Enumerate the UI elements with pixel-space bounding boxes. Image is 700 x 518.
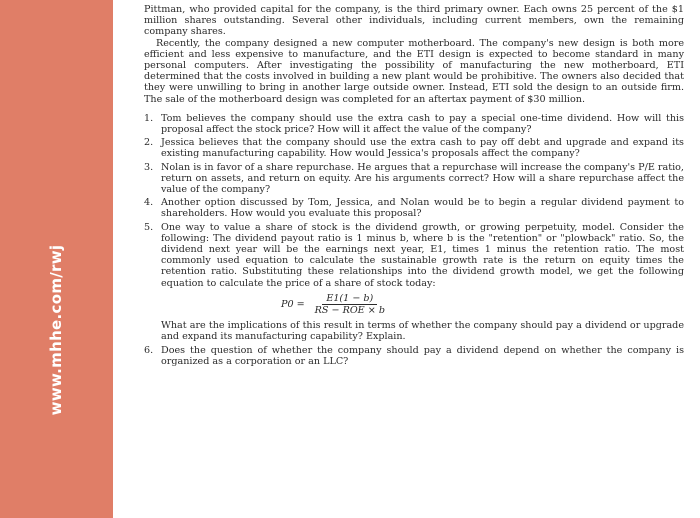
sidebar-strip: [0, 0, 113, 518]
question-number: 5.: [144, 221, 154, 233]
question-text: Nolan is in favor of a share repurchase. He argues that a repurchase will increase the company's P/E ratio, return on assets, and return on equity. Are his arguments correct? How will a share repurchase affect the value of the company?: [161, 161, 684, 196]
question-item: [144, 345, 684, 367]
question-item: [144, 113, 684, 135]
question-number: 4.: [144, 197, 154, 209]
question-number: 1.: [144, 112, 154, 124]
question-text: Jessica believes that the company should use the extra cash to pay off debt and upgrade and expand its existing manufacturing capability. How would Jessica's proposals affect the company?: [161, 137, 684, 160]
question-list: [144, 113, 684, 367]
question-text: One way to value a share of stock is the dividend growth, or growing perpetuity, model. Consider the following: The dividend payout ratio is 1 minus b, where b is the "retention" or "plowback" ratio. So, the dividend next year will be the earnings next year, E1, times 1 minus the retention ratio. The most commonly used equation to calculate the sustainable growth rate is the return on equity times the retention ratio. Substituting these relationships into the dividend growth model, we get the following equation to calculate the price of a share of stock today:: [161, 221, 684, 289]
price-formula: [281, 293, 684, 316]
question-item: [144, 137, 684, 159]
question-followup: What are the implications of this result in terms of whether the company should pay a dividend or upgrade and expand its manufacturing capability? Explain.: [161, 320, 684, 343]
sidebar-url: www.mhhe.com/rwj: [47, 244, 65, 416]
question-text: Does the question of whether the company should pay a dividend depend on whether the company is organized as a corporation or an LLC?: [161, 344, 684, 367]
formula-fraction: [311, 293, 389, 316]
question-item: [144, 162, 684, 196]
question-item: [144, 197, 684, 219]
question-text: Another option discussed by Tom, Jessica, and Nolan would be to begin a regular dividend payment to shareholders. How would you evaluate this proposal?: [161, 197, 684, 220]
intro-paragraph-2: Recently, the company designed a new computer motherboard. The company's new design is both more efficient and less expensive to manufacture, and the ETI design is expected to become standard in many personal computers. After investigating the possibility of manufacturing the new motherboard, ETI determined that the costs involved in building a new plant would be prohibitive. The owners also decided that they were unwilling to bring in another large outside owner. Instead, ETI sold the design to an outside firm. The sale of the motherboard design was completed for an aftertax payment of $30 million.: [144, 37, 684, 105]
question-number: 3.: [144, 161, 154, 173]
question-text: Tom believes the company should use the extra cash to pay a special one-time dividend. How will this proposal affect the stock price? How will it affect the value of the company?: [161, 112, 684, 136]
formula-denominator: RS − ROE × b: [314, 305, 385, 317]
question-number: 6.: [144, 344, 154, 356]
question-item: [144, 222, 684, 343]
formula-numerator: E1(1 − b): [322, 293, 377, 305]
question-number: 2.: [144, 137, 154, 149]
content-body: [144, 4, 684, 369]
intro-paragraph-1: Pittman, who provided capital for the company, is the third primary owner. Each owns 25 percent of the $1 million shares outstanding. Several other individuals, including current members, own the remaining company shares.: [144, 4, 684, 38]
formula-lhs: P0 =: [281, 298, 305, 310]
